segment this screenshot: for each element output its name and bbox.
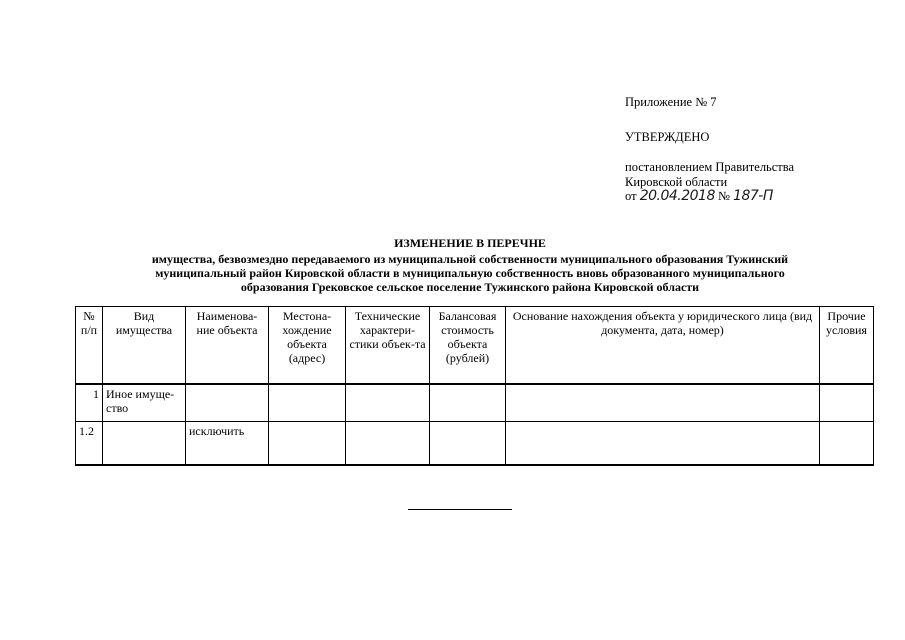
title-line-1: имущества, безвозмездно передаваемого из муниципальной собственности муниципального образования Тужинский: [151, 252, 789, 266]
header-cell: Балансовая стоимость объекта (рублей): [430, 307, 506, 385]
appendix-label: Приложение № 7: [625, 95, 717, 109]
table-cell: [820, 422, 874, 466]
header-cell: Технические характери-стики объек-та: [346, 307, 430, 385]
approved-label: УТВЕРЖДЕНО: [625, 130, 710, 144]
title-line-3: образования Грековское сельское поселение Тужинского района Кировской области: [240, 280, 700, 294]
handwritten-date: 20.04.2018: [639, 188, 715, 204]
date-prefix: от: [625, 189, 637, 203]
table-row: [76, 422, 874, 466]
header-cell: Местона-хождение объекта (адрес): [269, 307, 346, 385]
header-cell: Прочие условия: [820, 307, 874, 385]
table-cell: [346, 422, 430, 466]
table-cell: 1.2: [76, 422, 103, 466]
table-cell: 1: [76, 384, 103, 422]
handwritten-number: 187-П: [733, 188, 773, 204]
table-cell: [269, 384, 346, 422]
table-cell: [346, 384, 430, 422]
table-row: [76, 384, 874, 422]
region-line: Кировской области: [625, 175, 728, 189]
document-heading: ИЗМЕНЕНИЕ В ПЕРЕЧНЕ: [394, 236, 546, 250]
header-cell: № п/п: [76, 307, 103, 385]
property-table: [75, 306, 874, 466]
table-cell: [269, 422, 346, 466]
header-cell: Наименова-ние объекта: [186, 307, 269, 385]
date-line: [625, 189, 773, 204]
table-cell: [820, 384, 874, 422]
table-header-row: [76, 307, 874, 385]
resolution-line: постановлением Правительства: [625, 160, 795, 174]
closing-divider: [408, 509, 512, 510]
table-cell: исключить: [186, 422, 269, 466]
table-cell: [506, 384, 820, 422]
table-cell: Иное имуще-ство: [103, 384, 186, 422]
header-cell: Вид имущества: [103, 307, 186, 385]
table-cell: [506, 422, 820, 466]
table-cell: [430, 422, 506, 466]
table-cell: [430, 384, 506, 422]
number-prefix: №: [717, 189, 730, 203]
table-cell: [186, 384, 269, 422]
header-cell: Основание нахождения объекта у юридического лица (вид документа, дата, номер): [506, 307, 820, 385]
title-line-2: муниципальный район Кировской области в муниципальную собственность вновь образованного муниципального: [155, 266, 785, 280]
table-cell: [103, 422, 186, 466]
